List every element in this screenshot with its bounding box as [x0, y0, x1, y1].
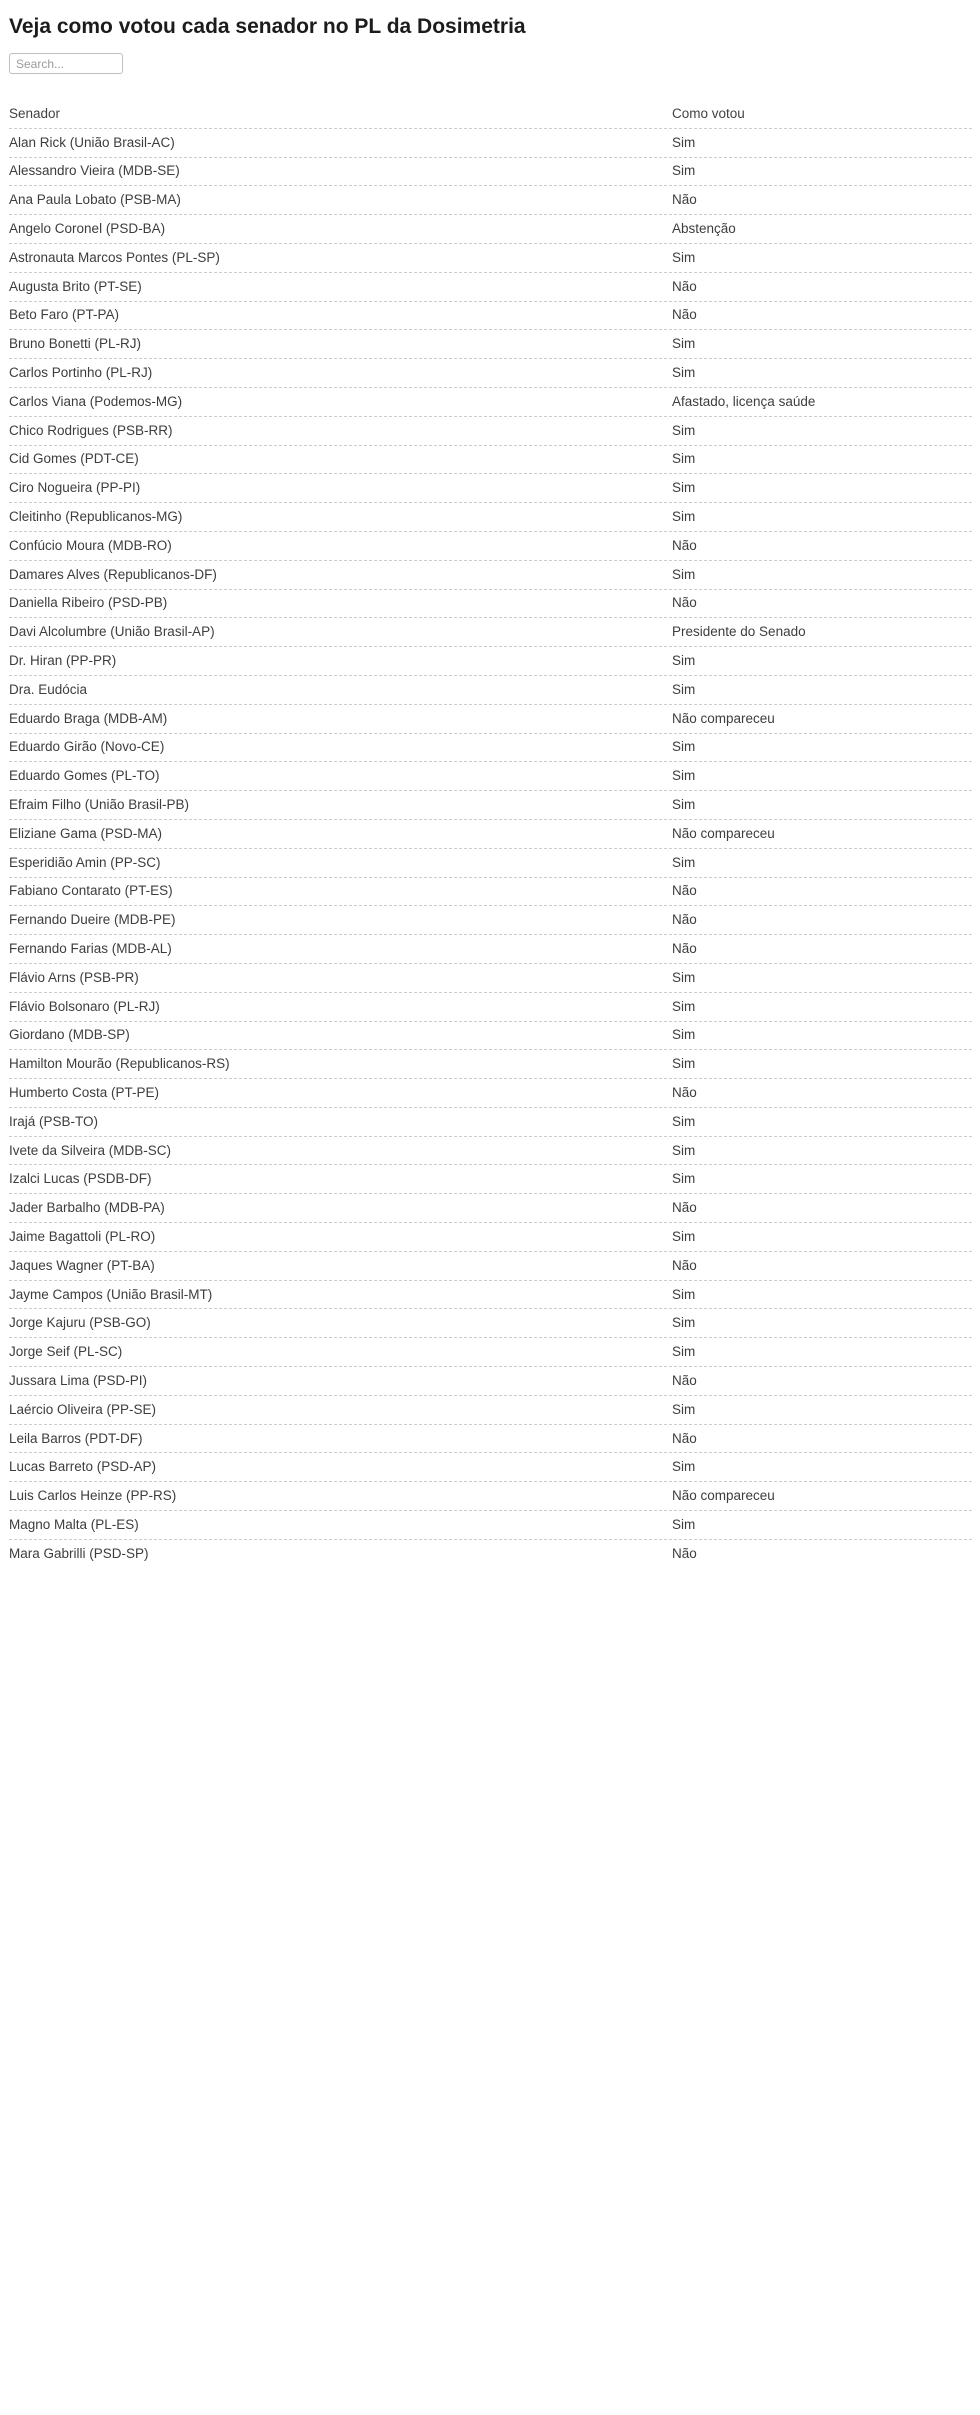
table-body [9, 129, 972, 1569]
vote-value-cell: Não compareceu [672, 1488, 775, 1504]
table-row [9, 1165, 972, 1194]
table-row [9, 1511, 972, 1540]
table-row [9, 1396, 972, 1425]
senator-name-cell: Giordano (MDB-SP) [9, 1027, 130, 1043]
vote-value-cell: Não [672, 192, 697, 208]
table-row [9, 762, 972, 791]
table-row [9, 215, 972, 244]
table-row [9, 273, 972, 302]
vote-value-cell: Sim [672, 163, 696, 179]
table-row [9, 330, 972, 359]
vote-value-cell: Sim [672, 797, 696, 813]
vote-value-cell: Sim [672, 480, 696, 496]
vote-value-cell: Presidente do Senado [672, 624, 806, 640]
column-header-vote: Como votou [672, 105, 745, 121]
table-row [9, 964, 972, 993]
vote-value-cell: Não [672, 1372, 697, 1388]
senator-name-cell: Angelo Coronel (PSD-BA) [9, 221, 166, 237]
senator-name-cell: Jussara Lima (PSD-PI) [9, 1372, 148, 1388]
senator-name-cell: Dra. Eudócia [9, 681, 88, 697]
table-row [9, 561, 972, 590]
vote-value-cell: Sim [672, 1401, 696, 1417]
senator-name-cell: Luis Carlos Heinze (PP-RS) [9, 1488, 177, 1504]
senator-name-cell: Flávio Arns (PSB-PR) [9, 969, 139, 985]
senator-name-cell: Eduardo Gomes (PL-TO) [9, 768, 160, 784]
senator-name-cell: Bruno Bonetti (PL-RJ) [9, 336, 142, 352]
senator-name-cell: Irajá (PSB-TO) [9, 1113, 99, 1129]
senator-name-cell: Cleitinho (Republicanos-MG) [9, 509, 183, 525]
table-row [9, 1482, 972, 1511]
table-row [9, 417, 972, 446]
senator-name-cell: Daniella Ribeiro (PSD-PB) [9, 595, 168, 611]
vote-value-cell: Sim [672, 1459, 696, 1475]
table-row [9, 906, 972, 935]
senator-name-cell: Carlos Viana (Podemos-MG) [9, 393, 183, 409]
vote-value-cell: Não compareceu [672, 825, 775, 841]
table-row [9, 1050, 972, 1079]
senator-name-cell: Jorge Kajuru (PSB-GO) [9, 1315, 151, 1331]
vote-value-cell: Não [672, 537, 697, 553]
senator-name-cell: Ivete da Silveira (MDB-SC) [9, 1142, 172, 1158]
senator-name-cell: Fernando Dueire (MDB-PE) [9, 912, 176, 928]
table-row [9, 676, 972, 705]
vote-value-cell: Sim [672, 1315, 696, 1331]
vote-value-cell: Sim [672, 365, 696, 381]
vote-value-cell: Não [672, 1084, 697, 1100]
senator-name-cell: Flávio Bolsonaro (PL-RJ) [9, 998, 160, 1014]
senator-name-cell: Eduardo Girão (Novo-CE) [9, 739, 165, 755]
table-row [9, 1223, 972, 1252]
table-row [9, 1540, 972, 1569]
vote-value-cell: Sim [672, 1027, 696, 1043]
table-row [9, 647, 972, 676]
vote-value-cell: Sim [672, 249, 696, 265]
vote-value-cell: Não [672, 883, 697, 899]
search-input[interactable] [9, 53, 123, 74]
table-row [9, 849, 972, 878]
senator-name-cell: Carlos Portinho (PL-RJ) [9, 365, 153, 381]
table-row [9, 705, 972, 734]
senator-name-cell: Leila Barros (PDT-DF) [9, 1430, 143, 1446]
senator-name-cell: Ana Paula Lobato (PSB-MA) [9, 192, 181, 208]
senator-name-cell: Lucas Barreto (PSD-AP) [9, 1459, 157, 1475]
senator-name-cell: Mara Gabrilli (PSD-SP) [9, 1546, 149, 1562]
table-row [9, 820, 972, 849]
vote-value-cell: Não [672, 1546, 697, 1562]
vote-value-cell: Sim [672, 854, 696, 870]
table-row [9, 446, 972, 475]
senator-name-cell: Chico Rodrigues (PSB-RR) [9, 422, 173, 438]
table-row [9, 791, 972, 820]
vote-value-cell: Sim [672, 1056, 696, 1072]
senator-name-cell: Izalci Lucas (PSDB-DF) [9, 1171, 152, 1187]
table-row [9, 503, 972, 532]
table-row [9, 474, 972, 503]
table-header-row [9, 100, 972, 129]
table-row [9, 1425, 972, 1454]
vote-value-cell: Sim [672, 1344, 696, 1360]
vote-value-cell: Não [672, 278, 697, 294]
vote-value-cell: Sim [672, 451, 696, 467]
vote-value-cell: Sim [672, 336, 696, 352]
vote-value-cell: Sim [672, 1516, 696, 1532]
senator-name-cell: Cid Gomes (PDT-CE) [9, 451, 139, 467]
vote-value-cell: Sim [672, 681, 696, 697]
vote-value-cell: Não [672, 595, 697, 611]
senator-name-cell: Esperidião Amin (PP-SC) [9, 854, 161, 870]
senator-name-cell: Humberto Costa (PT-PE) [9, 1084, 160, 1100]
senator-name-cell: Davi Alcolumbre (União Brasil-AP) [9, 624, 215, 640]
table-row [9, 618, 972, 647]
page-title: Veja como votou cada senador no PL da Dosimetria [9, 15, 526, 38]
senator-name-cell: Fabiano Contarato (PT-ES) [9, 883, 173, 899]
senator-name-cell: Alessandro Vieira (MDB-SE) [9, 163, 180, 179]
senator-name-cell: Astronauta Marcos Pontes (PL-SP) [9, 249, 220, 265]
table-row [9, 878, 972, 907]
senator-name-cell: Ciro Nogueira (PP-PI) [9, 480, 141, 496]
table-row [9, 1309, 972, 1338]
vote-value-cell: Sim [672, 739, 696, 755]
table-row [9, 1252, 972, 1281]
vote-value-cell: Afastado, licença saúde [672, 393, 816, 409]
senator-name-cell: Hamilton Mourão (Republicanos-RS) [9, 1056, 230, 1072]
vote-value-cell: Não [672, 912, 697, 928]
table-row [9, 1079, 972, 1108]
senator-name-cell: Jaime Bagattoli (PL-RO) [9, 1228, 156, 1244]
table-row [9, 590, 972, 619]
table-row [9, 1108, 972, 1137]
senator-name-cell: Laércio Oliveira (PP-SE) [9, 1401, 157, 1417]
table-row [9, 388, 972, 417]
senator-name-cell: Augusta Brito (PT-SE) [9, 278, 142, 294]
vote-value-cell: Não [672, 307, 697, 323]
vote-value-cell: Abstenção [672, 221, 736, 237]
vote-value-cell: Sim [672, 969, 696, 985]
vote-value-cell: Sim [672, 998, 696, 1014]
table-row [9, 1281, 972, 1310]
table-row [9, 129, 972, 158]
vote-value-cell: Sim [672, 1113, 696, 1129]
vote-value-cell: Sim [672, 653, 696, 669]
vote-value-cell: Não [672, 941, 697, 956]
senator-name-cell: Confúcio Moura (MDB-RO) [9, 537, 172, 553]
table-row [9, 1367, 972, 1396]
table-row [9, 359, 972, 388]
senator-name-cell: Eduardo Braga (MDB-AM) [9, 710, 168, 726]
table-row [9, 993, 972, 1022]
vote-value-cell: Sim [672, 1142, 696, 1158]
senator-name-cell: Alan Rick (União Brasil-AC) [9, 134, 175, 150]
senator-name-cell: Eliziane Gama (PSD-MA) [9, 825, 163, 841]
vote-value-cell: Sim [672, 1286, 696, 1302]
table-row [9, 1022, 972, 1051]
vote-value-cell: Sim [672, 422, 696, 438]
senator-name-cell: Fernando Farias (MDB-AL) [9, 941, 172, 956]
senator-name-cell: Magno Malta (PL-ES) [9, 1516, 139, 1532]
vote-value-cell: Não [672, 1257, 697, 1273]
column-header-senator: Senador [9, 105, 61, 121]
vote-value-cell: Sim [672, 566, 696, 582]
senator-name-cell: Dr. Hiran (PP-PR) [9, 653, 117, 669]
senator-name-cell: Efraim Filho (União Brasil-PB) [9, 797, 190, 813]
vote-value-cell: Sim [672, 1228, 696, 1244]
table-row [9, 1137, 972, 1166]
senator-name-cell: Beto Faro (PT-PA) [9, 307, 120, 323]
vote-value-cell: Sim [672, 509, 696, 525]
table-row [9, 186, 972, 215]
table-row [9, 302, 972, 331]
table-row [9, 532, 972, 561]
senator-name-cell: Jaques Wagner (PT-BA) [9, 1257, 155, 1273]
table-row [9, 1453, 972, 1482]
table-row [9, 1194, 972, 1223]
senator-name-cell: Jader Barbalho (MDB-PA) [9, 1200, 165, 1216]
senator-name-cell: Jorge Seif (PL-SC) [9, 1344, 123, 1360]
vote-value-cell: Não [672, 1200, 697, 1216]
senator-name-cell: Damares Alves (Republicanos-DF) [9, 566, 217, 582]
table-row [9, 158, 972, 187]
table-row [9, 935, 972, 964]
table-row [9, 734, 972, 763]
vote-value-cell: Não [672, 1430, 697, 1446]
senator-name-cell: Jayme Campos (União Brasil-MT) [9, 1286, 213, 1302]
vote-value-cell: Sim [672, 768, 696, 784]
vote-value-cell: Não compareceu [672, 710, 775, 726]
vote-value-cell: Sim [672, 1171, 696, 1187]
table-row [9, 244, 972, 273]
table-row [9, 1338, 972, 1367]
votes-table [9, 100, 972, 1569]
vote-value-cell: Sim [672, 134, 696, 150]
